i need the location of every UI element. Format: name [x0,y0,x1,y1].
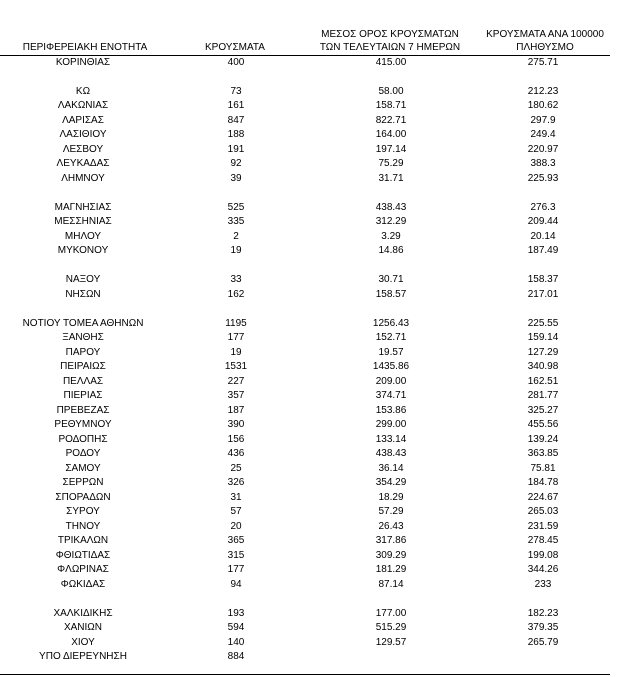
header-cases [180,41,290,54]
header-per100k-line-2: ΠΛΗΘΥΣΜΟ [516,42,574,53]
region-cell: ΧΑΝΙΩΝ [63,622,103,633]
header-cases-line-1: ΚΡΟΥΣΜΑΤΑ [205,42,265,53]
region-cell: ΣΑΜΟΥ [65,462,101,474]
header-per100k-line-1: ΚΡΟΥΣΜΑΤΑ ΑΝΑ 100000 [486,29,604,40]
per100k-cell: 139.24 [527,433,559,445]
region-cell: ΝΑΞΟΥ [65,274,101,285]
per100k-cell [458,650,618,664]
avg7-cell: 3.29 [381,230,401,242]
avg7-cell: 438.43 [375,448,407,459]
region-cell: ΦΩΚΙΔΑΣ [60,578,106,590]
region-cell: ΜΥΚΟΝΟΥ [57,245,109,256]
cases-cell: 161 [227,100,245,111]
per100k-cell: 209.44 [527,216,559,227]
cases-cell: 73 [230,85,242,97]
per100k-cell: 224.67 [527,491,559,503]
avg7-cell: 14.86 [378,245,404,256]
per100k-cell: 199.08 [527,549,559,561]
per100k-cell: 162.51 [527,375,559,387]
region-cell: ΧΙΟΥ [71,636,95,648]
region-cell: ΣΠΟΡΑΔΩΝ [55,491,111,503]
per100k-cell: 344.26 [527,564,559,575]
avg7-cell: 209.00 [375,375,407,387]
region-cell: ΡΟΔΟΠΗΣ [58,433,108,445]
avg7-cell: 438.43 [375,201,407,213]
per100k-cell: 180.62 [527,100,559,111]
cases-cell: 177 [227,332,245,343]
per100k-cell: 281.77 [527,390,559,401]
region-cell: ΝΟΤΙΟΥ ΤΟΜΕΑ ΑΘΗΝΩΝ [22,317,144,329]
region-cell: ΞΑΝΘΗΣ [62,332,104,343]
avg7-cell: 129.57 [375,636,407,648]
avg7-cell: 197.14 [375,143,407,155]
avg7-cell: 153.86 [375,404,407,416]
header-avg7-line-2: ΤΩΝ ΤΕΛΕΥΤΑΙΩΝ 7 ΗΜΕΡΩΝ [319,42,461,53]
per100k-cell: 217.01 [527,288,559,300]
per100k-cell: 220.97 [527,143,559,155]
region-cell: ΛΑΡΙΣΑΣ [62,114,104,126]
avg7-cell: 18.29 [378,491,404,503]
region-cell: ΦΛΩΡΙΝΑΣ [57,564,109,575]
avg7-cell: 181.29 [375,564,407,575]
per100k-cell: 158.37 [527,274,559,285]
cases-cell: 177 [227,564,245,575]
region-cell: ΡΕΘΥΜΝΟΥ [54,419,112,430]
avg7-cell: 19.57 [378,346,404,358]
avg7-cell: 299.00 [375,419,407,430]
avg7-cell: 26.43 [378,520,404,532]
per100k-cell: 325.27 [527,404,559,416]
cases-cell: 187 [227,404,245,416]
region-cell: ΠΕΙΡΑΙΩΣ [60,361,106,372]
cases-cell: 156 [227,433,245,445]
per100k-cell: 265.79 [527,636,559,648]
cases-cell: 390 [227,419,245,430]
per100k-cell: 212.23 [527,85,559,97]
cases-cell: 20 [230,520,242,532]
region-cell: ΡΟΔΟΥ [65,448,101,459]
region-cell: ΚΟΡΙΝΘΙΑΣ [55,56,111,68]
avg7-cell: 87.14 [378,578,404,590]
region-cell: ΤΗΝΟΥ [65,520,101,532]
cases-cell: 436 [227,448,245,459]
cases-cell: 1195 [225,317,247,329]
cases-cell: 94 [230,578,242,590]
avg7-cell: 822.71 [375,114,407,126]
per100k-cell: 388.3 [530,158,556,169]
avg7-cell: 415.00 [375,56,407,68]
per100k-cell: 340.98 [527,361,559,372]
cases-cell: 39 [230,172,242,184]
region-cell: ΠΕΛΛΑΣ [62,375,104,387]
per100k-cell: 225.55 [527,317,559,329]
cases-cell: 357 [227,390,245,401]
region-cell: ΛΑΣΙΘΙΟΥ [59,129,107,140]
cases-cell: 57 [230,506,242,517]
avg7-cell: 158.71 [375,100,407,111]
cases-cell: 1531 [224,361,248,372]
avg7-cell: 1256.43 [372,317,410,329]
region-cell: ΛΗΜΝΟΥ [61,172,105,184]
cases-cell: 2 [233,230,239,242]
cases-cell: 31 [230,491,242,503]
region-cell: ΚΩ [75,85,91,97]
cases-cell: 594 [227,622,245,633]
region-cell: ΛΕΥΚΑΔΑΣ [56,158,110,169]
per100k-cell: 249.4 [530,129,556,140]
avg7-cell: 158.57 [375,288,407,300]
cases-cell: 525 [227,201,245,213]
avg7-cell: 58.00 [378,85,404,97]
header-region-line-1: ΠΕΡΙΦΕΡΕΙΑΚΗ ΕΝΟΤΗΤΑ [22,42,148,53]
cases-cell: 315 [227,549,245,561]
header-per100k [460,28,618,54]
region-cell: ΧΑΛΚΙΔΙΚΗΣ [53,607,113,619]
cases-cell: 193 [227,607,245,619]
avg7-cell: 312.29 [375,216,407,227]
avg7-cell: 152.71 [375,332,407,343]
per100k-cell: 225.93 [527,172,559,184]
cases-cell: 33 [230,274,242,285]
cases-cell: 365 [227,535,245,546]
region-cell: ΤΡΙΚΑΛΩΝ [57,535,109,546]
cases-cell: 25 [230,462,242,474]
per100k-cell: 20.14 [530,230,556,242]
per100k-cell: 187.49 [527,245,559,256]
cases-cell: 162 [227,288,245,300]
region-cell: ΠΙΕΡΙΑΣ [63,390,103,401]
cases-cell: 19 [230,245,242,256]
header-avg7-line-1: ΜΕΣΟΣ ΟΡΟΣ ΚΡΟΥΣΜΑΤΩΝ [321,29,459,40]
region-cell: ΦΘΙΩΤΙΔΑΣ [55,549,111,561]
cases-cell: 140 [227,636,245,648]
cases-cell: 847 [227,114,245,126]
cases-cell: 884 [227,651,245,662]
per100k-cell: 231.59 [527,520,559,532]
avg7-cell: 164.00 [375,129,407,140]
avg7-cell: 75.29 [378,158,404,169]
region-cell: ΛΑΚΩΝΙΑΣ [57,100,109,111]
per100k-cell: 379.35 [527,622,559,633]
per100k-cell: 184.78 [527,477,559,488]
per100k-cell: 275.71 [527,56,559,68]
per100k-cell: 363.85 [527,448,559,459]
cases-cell: 188 [227,129,245,140]
cases-cell: 191 [227,143,245,155]
cases-cell: 227 [227,375,245,387]
avg7-cell: 36.14 [378,462,404,474]
avg7-cell: 374.71 [375,390,407,401]
per100k-cell: 127.29 [527,346,559,358]
region-cell: ΠΑΡΟΥ [65,346,101,358]
cases-cell: 335 [227,216,245,227]
per100k-cell: 233 [534,578,552,590]
cases-cell: 326 [227,477,245,488]
bottom-rule [0,674,610,675]
avg7-cell: 57.29 [378,506,404,517]
region-cell: ΥΠΟ ΔΙΕΡΕΥΝΗΣΗ [39,651,127,662]
region-cell: ΜΗΛΟΥ [64,230,102,242]
avg7-cell [306,650,476,664]
region-cell: ΜΑΓΝΗΣΙΑΣ [54,201,112,213]
avg7-cell: 177.00 [375,607,407,619]
avg7-cell: 1435.86 [372,361,410,372]
region-cell: ΠΡΕΒΕΖΑΣ [56,404,110,416]
avg7-cell: 309.29 [375,549,407,561]
per100k-cell: 455.56 [527,419,559,430]
per100k-cell: 182.23 [527,607,559,619]
avg7-cell: 133.14 [375,433,407,445]
region-cell: ΝΗΣΩΝ [65,288,101,300]
avg7-cell: 354.29 [375,477,407,488]
per100k-cell: 265.03 [527,506,559,517]
per100k-cell: 276.3 [530,201,556,213]
avg7-cell: 317.86 [375,535,407,546]
header-avg7 [300,28,480,54]
region-cell: ΣΥΡΟΥ [66,506,100,517]
per100k-cell: 159.14 [527,332,559,343]
cases-cell: 92 [230,158,242,169]
avg7-cell: 515.29 [375,622,407,633]
per100k-cell: 75.81 [530,462,556,474]
cases-cell: 19 [230,346,242,358]
cases-cell: 400 [227,56,245,68]
region-cell: ΣΕΡΡΩΝ [62,477,104,488]
per100k-cell: 297.9 [530,114,556,126]
region-cell: ΛΕΣΒΟΥ [62,143,104,155]
avg7-cell: 30.71 [378,274,404,285]
per100k-cell: 278.45 [527,535,559,546]
header-region [10,41,160,54]
avg7-cell: 31.71 [378,172,404,184]
region-cell: ΜΕΣΣΗΝΙΑΣ [54,216,112,227]
